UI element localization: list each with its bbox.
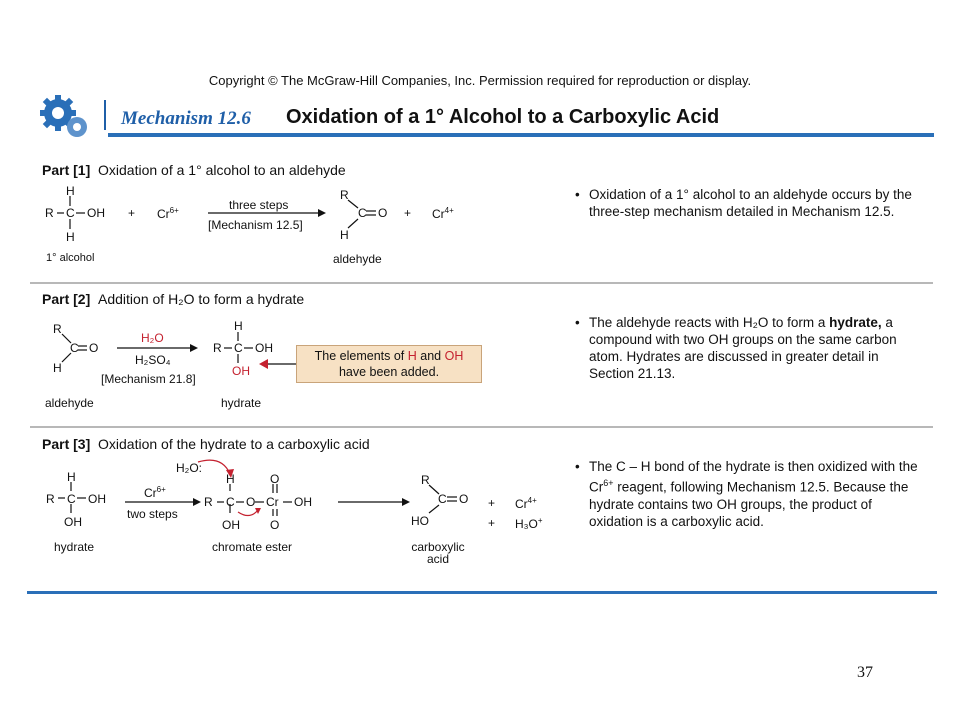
part3-bullet: • The C – H bond of the hydrate is then oxidized with the $Cr^{6+}$ reagent, following Mechanism 12.5. Because the hydrate contains two OH groups, the product of oxidation is a carboxylic acid. xyxy=(575,459,918,529)
part3-arrow-top: $Cr^{6+}$ xyxy=(144,485,166,500)
part2-aldehyde-o: O xyxy=(89,341,99,355)
part3-hydrate-caption: hydrate xyxy=(54,540,95,554)
part2-hydrate-oh-added: OH xyxy=(232,364,250,378)
part-divider xyxy=(30,282,933,284)
part3-ester-caption: chromate ester xyxy=(212,540,293,554)
part3-byproduct-cr: $Cr^{4+}$ xyxy=(515,496,537,511)
part1-reagent: $Cr^{6+}$ xyxy=(157,206,179,221)
part1-aldehyde-o: O xyxy=(378,206,388,220)
part3-title: Oxidation of the hydrate to a carboxylic acid xyxy=(98,436,370,452)
part1-aldehyde-h: H xyxy=(340,228,349,242)
part1-byproduct: $Cr^{4+}$ xyxy=(432,206,454,221)
part3-byproduct-h3o: H₃O+ xyxy=(515,516,543,531)
part3-plus-1: + xyxy=(488,496,496,510)
part3-ester-oh-right: OH xyxy=(294,495,312,509)
part3-ester-r: R xyxy=(204,495,213,509)
part1-alcohol-h-top: H xyxy=(66,184,75,198)
part1-heading xyxy=(42,162,346,178)
part3-ester-o-bottom: O xyxy=(270,518,280,532)
part2-arrow-mid: H₂SO₄ xyxy=(135,353,171,367)
part1-aldehyde-r: R xyxy=(340,188,349,202)
part2-bullet: • The aldehyde reacts with H₂O to form a hydrate, a compound with two OH groups on the same carbon atom. Hydrates are discussed in greater detail in Section 21.13. xyxy=(575,315,897,381)
part3-ester-cr: Cr xyxy=(266,495,279,509)
part1-title: Oxidation of a 1° alcohol to an aldehyde xyxy=(98,162,346,178)
part2-hydrate-r: R xyxy=(213,341,222,355)
part1-product-caption: aldehyde xyxy=(333,252,382,266)
part1-label: Part [1] xyxy=(42,162,91,178)
part2-arrow-bottom: [Mechanism 21.8] xyxy=(101,372,196,386)
part3-ester-oh-bottom: OH xyxy=(222,518,240,532)
part2-product-caption: hydrate xyxy=(221,396,262,410)
part1-alcohol-r: R xyxy=(45,206,54,220)
part3-label: Part [3] xyxy=(42,436,91,452)
part3-arrow-bottom: two steps xyxy=(127,507,178,521)
copyright-notice: Copyright © The McGraw-Hill Companies, Inc. Permission required for reproduction or display. xyxy=(208,73,752,88)
part3-heading xyxy=(42,436,370,452)
part2-hydrate-c: C xyxy=(234,341,243,355)
part1-bullet: • Oxidation of a 1° alcohol to an aldehyde occurs by the three-step mechanism detailed in Mechanism 12.5. xyxy=(575,187,912,219)
part3-acid-r: R xyxy=(421,473,430,487)
part3-hydrate-oh-bottom: OH xyxy=(64,515,82,529)
part1-plus-2: + xyxy=(404,206,412,220)
part2-arrow-top: H₂O xyxy=(141,331,164,345)
part-divider xyxy=(30,426,933,428)
part2-aldehyde-h: H xyxy=(53,361,62,375)
part1-alcohol-c: C xyxy=(66,206,75,220)
part1-reactant-caption: 1° alcohol xyxy=(46,252,95,264)
page-title: Oxidation of a 1° Alcohol to a Carboxylic Acid xyxy=(286,106,720,128)
mechanism-label: Mechanism 12.6 xyxy=(121,108,251,129)
part2-callout: The elements of H and OH have been added. xyxy=(296,345,482,383)
part2-aldehyde-c: C xyxy=(70,341,79,355)
part3-ester-o: O xyxy=(246,495,256,509)
part3-hydrate-c: C xyxy=(67,492,76,506)
part2-aldehyde-r: R xyxy=(53,322,62,336)
part2-hydrate-oh: OH xyxy=(255,341,273,355)
part1-arrow-bottom: [Mechanism 12.5] xyxy=(208,218,303,232)
part1-aldehyde-c: C xyxy=(358,206,367,220)
part2-reactant-caption: aldehyde xyxy=(45,396,94,410)
part3-hydrate-r: R xyxy=(46,492,55,506)
part2-title: Addition of H₂O to form a hydrate xyxy=(98,291,305,307)
part3-hydrate-h: H xyxy=(67,470,76,484)
part3-ester-c: C xyxy=(226,495,235,509)
footer-rule xyxy=(27,591,937,594)
part3-ester-h: H xyxy=(226,472,235,486)
part1-arrow-top: three steps xyxy=(229,198,289,212)
part2-heading xyxy=(42,291,304,307)
part3-acid-ho: HO xyxy=(411,514,429,528)
part2-hydrate-h-top: H xyxy=(234,319,243,333)
part3-acid-caption: carboxylic acid xyxy=(411,540,465,566)
part2-label: Part [2] xyxy=(42,291,91,307)
part3-acid-o: O xyxy=(459,492,469,506)
part3-water-base: H₂O: xyxy=(176,461,202,475)
part1-alcohol-oh: OH xyxy=(87,206,105,220)
part3-plus-2: + xyxy=(488,516,496,530)
part3-hydrate-oh-right: OH xyxy=(88,492,106,506)
page-number: 37 xyxy=(857,664,873,681)
part1-alcohol-h-bottom: H xyxy=(66,230,75,244)
part3-ester-o-top: O xyxy=(270,472,280,486)
part3-acid-c: C xyxy=(438,492,447,506)
part1-plus-1: + xyxy=(128,206,136,220)
